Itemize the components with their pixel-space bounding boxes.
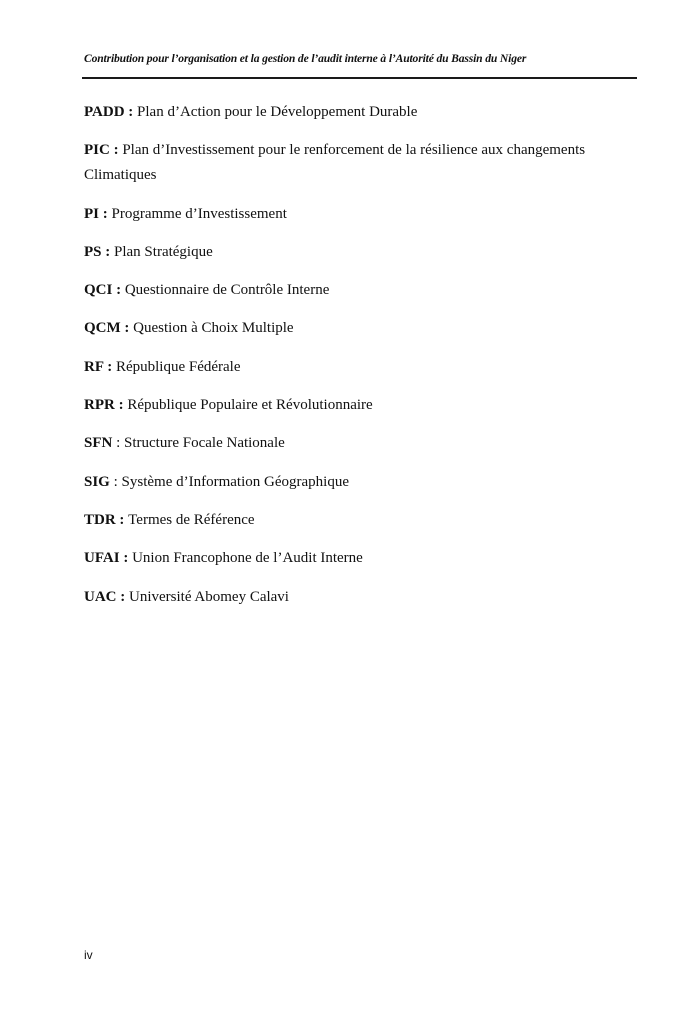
glossary-entry-padd (84, 100, 624, 125)
definition: Plan d’Investissement pour le renforcement de la résilience aux changements Climatiques (84, 142, 586, 184)
definition: Question à Choix Multiple (133, 320, 294, 337)
definition: Union Francophone de l’Audit Interne (132, 550, 363, 567)
separator: : (124, 104, 138, 120)
definition: Termes de Référence (128, 511, 255, 528)
term: UAC (84, 588, 117, 605)
definition: Programme d’Investissement (111, 205, 287, 222)
abbreviations-list (84, 100, 624, 623)
term: QCM (84, 320, 121, 337)
term: PADD (84, 104, 125, 120)
term: QCI (84, 282, 113, 299)
separator: : (112, 282, 125, 299)
term: PS (84, 243, 102, 260)
separator: : (116, 588, 129, 605)
term: TDR (84, 511, 116, 528)
glossary-entry-rpr (84, 393, 624, 418)
separator: : (109, 142, 123, 159)
definition: Structure Focale Nationale (124, 435, 285, 452)
term: RPR (84, 397, 115, 414)
separator: : (112, 435, 125, 452)
glossary-entry-sfn (84, 431, 624, 456)
page-number: iv (84, 948, 93, 962)
term: PI (84, 205, 99, 222)
definition: République Fédérale (115, 358, 241, 375)
separator: : (115, 511, 129, 528)
term: PIC (84, 142, 110, 159)
separator: : (114, 397, 128, 414)
glossary-entry-uac (84, 585, 624, 610)
definition: Questionnaire de Contrôle Interne (124, 282, 330, 299)
separator: : (119, 550, 133, 567)
glossary-entry-pic (84, 138, 624, 188)
glossary-entry-qcm (84, 316, 624, 341)
term: UFAI (84, 550, 120, 567)
definition: Plan Stratégique (114, 243, 213, 260)
term: SIG (84, 473, 110, 490)
glossary-entry-rf (84, 355, 624, 380)
term: SFN (84, 435, 113, 452)
definition: Plan d’Action pour le Développement Durable (137, 104, 418, 120)
header-divider (82, 77, 637, 79)
glossary-entry-ufai (84, 546, 624, 571)
running-header: Contribution pour l’organisation et la gestion de l’audit interne à l’Autorité du Bassin du Niger (84, 52, 527, 65)
glossary-entry-qci (84, 278, 624, 303)
definition: République Populaire et Révolutionnaire (127, 397, 373, 414)
glossary-entry-ps (84, 240, 624, 265)
separator: : (99, 205, 112, 222)
glossary-entry-tdr (84, 508, 624, 533)
term: RF (84, 358, 104, 375)
separator: : (101, 243, 115, 260)
definition: Université Abomey Calavi (129, 588, 289, 605)
definition: Système d’Information Géographique (121, 473, 349, 490)
glossary-entry-sig (84, 470, 624, 495)
separator: : (103, 358, 116, 375)
separator: : (109, 473, 122, 490)
separator: : (120, 320, 134, 337)
glossary-entry-pi (84, 202, 624, 227)
